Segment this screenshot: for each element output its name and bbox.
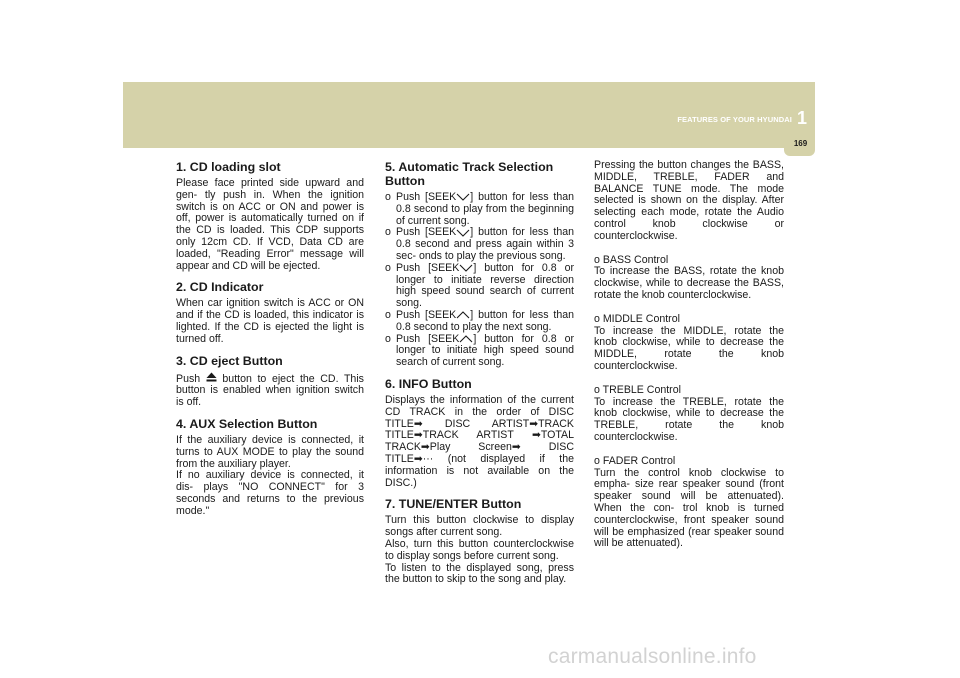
list-item-pre: Push [SEEK (396, 226, 457, 239)
list-item (385, 310, 574, 334)
section-heading-cd-eject: 3. CD eject Button (176, 353, 283, 368)
section-heading-auto-track: 5. Automatic Track Selection Button (385, 160, 554, 188)
fader-control (594, 456, 784, 550)
column-left (176, 160, 364, 518)
chapter-number: 1 (797, 108, 808, 128)
eject-text-post: button to eject the CD. This button is enabled when ignition switch is off. (176, 372, 364, 409)
list-item (385, 334, 574, 369)
section-body-cd-indicator: When car ignition switch is ACC or ON and if the CD is loaded, this indicator is lighted. If the CD is ejected the light is turned off. (176, 297, 364, 345)
chapter-title: FEATURES OF YOUR HYUNDAI (677, 115, 792, 124)
bass-body: To increase the BASS, rotate the knob clockwise, while to decrease the BASS, rotate the knob counterclockwise. (594, 265, 784, 301)
bass-control (594, 255, 784, 302)
seek-down-icon (456, 193, 470, 201)
list-item (385, 192, 574, 227)
info-text-8: ··· (not displayed if the information is not available on the DISC.) (385, 452, 574, 489)
middle-control (594, 314, 784, 373)
list-item (385, 263, 574, 310)
eject-text-pre: Push (176, 372, 201, 385)
treble-body: To increase the TREBLE, rotate the knob clockwise, while to decrease the TREBLE, rotate the knob counterclockwise. (594, 395, 784, 443)
list-bullet: o (385, 191, 391, 203)
section-body-info (385, 395, 574, 489)
list-item-post: ] button for less than 0.8 second and press again within 3 sec- onds to play the previous song. (396, 226, 575, 262)
column-middle (385, 160, 574, 586)
list-item-post: ] button for less than 0.8 second to play the next song. (396, 308, 575, 333)
fader-title: o FADER Control (594, 454, 676, 467)
list-bullet: o (385, 261, 391, 274)
arrow-icon: ➡ (413, 417, 423, 430)
list-item-post: ] button for less than 0.8 second to play from the beginning of current song. (396, 191, 575, 227)
bass-title: o BASS Control (594, 253, 669, 266)
arrow-icon: ➡ (420, 441, 430, 454)
tone-intro: Pressing the button changes the BASS, MIDDLE, TREBLE, FADER and BALANCE TUNE mode. The mode selected is shown on the display. After selecting each mode, rotate the Audio control knob clockwise or counterclockwise. (594, 159, 784, 242)
list-item-pre: Push [SEEK (396, 308, 457, 321)
list-item-post: ] button for 0.8 or longer to initiate high speed sound search of current song. (396, 332, 575, 369)
info-text-5: TOTAL TRACK (385, 429, 574, 454)
arrow-icon: ➡ (413, 429, 423, 442)
list-bullet: o (385, 308, 391, 321)
arrow-icon: ➡ (413, 452, 423, 465)
middle-title: o MIDDLE Control (594, 312, 680, 325)
watermark-text: carmanualsonline.info (548, 645, 757, 668)
list-item-pre: Push [SEEK (396, 191, 457, 203)
info-text-7: DISC TITLE (385, 441, 574, 465)
section-heading-aux-selection: 4. AUX Selection Button (176, 416, 318, 431)
section-heading-cd-indicator: 2. CD Indicator (176, 280, 264, 295)
arrow-icon: ➡ (529, 417, 539, 430)
seek-up-icon (456, 311, 470, 319)
middle-body: To increase the MIDDLE, rotate the knob clockwise, while to decrease the MIDDLE, rotate the knob counterclockwise. (594, 324, 784, 372)
treble-control (594, 385, 784, 444)
list-item-post: ] button for 0.8 or longer to initiate reverse direction high speed sound search of current song. (396, 261, 575, 310)
aux-body-line-1: If the auxiliary device is connected, it turns to AUX MODE to play the sound from the auxiliary player. (176, 433, 364, 470)
section-body-cd-loading-slot: Please face printed side upward and gen- tly push in. When the ignition switch is on ACC or ON and power is off, power is automatically turned on if the CD is loaded. This CDP supports only 12cm CD. If VCD, Data CD are loaded, "Reading Error" message will appear and CD will be ejected. (176, 177, 364, 272)
section-body-aux-selection (176, 435, 364, 518)
arrow-icon: ➡ (511, 441, 521, 454)
fader-body: Turn the control knob clockwise to empha- size rear speaker sound (front speaker sound will be attenuated). When the con- trol knob is turned counterclockwise, front speaker sound will be emphasized (rear speaker sound will be attenuated). (594, 466, 784, 550)
list-bullet: o (385, 332, 391, 345)
seek-up-icon (459, 335, 473, 343)
info-text-6: Play Screen (429, 441, 512, 454)
section-body-tune-enter (385, 515, 574, 586)
seek-instruction-list (385, 192, 574, 369)
section-heading-tune-enter: 7. TUNE/ENTER Button (385, 497, 522, 512)
column-right (594, 160, 784, 550)
seek-down-icon (456, 229, 470, 237)
aux-body-line-2: If no auxiliary device is connected, it dis- plays "NO CONNECT" for 3 seconds and returns to the previous mode." (176, 469, 364, 517)
treble-title: o TREBLE Control (594, 383, 681, 396)
arrow-icon: ➡ (531, 429, 541, 442)
tune-body-line-2: Also, turn this button counterclockwise to display songs before current song. (385, 537, 574, 562)
seek-down-icon (459, 264, 473, 272)
page-number: 169 (793, 139, 808, 148)
list-bullet: o (385, 226, 391, 239)
list-item (385, 227, 574, 262)
info-text-2: DISC ARTIST (444, 417, 530, 430)
tune-body-line-1: Turn this button clockwise to display songs after current song. (385, 514, 574, 539)
section-heading-cd-loading-slot: 1. CD loading slot (176, 160, 281, 174)
tune-body-line-3: To listen to the displayed song, press the button to skip to the song and play. (385, 561, 574, 586)
section-body-cd-eject (176, 372, 364, 409)
section-heading-info: 6. INFO Button (385, 376, 472, 391)
list-item-pre: Push [SEEK (396, 332, 460, 345)
list-item-pre: Push [SEEK (396, 261, 460, 274)
info-text-4: TRACK ARTIST (422, 429, 514, 442)
info-text-1: Displays the information of the current CD TRACK in the order of DISC TITLE (385, 393, 574, 430)
info-text-3: TRACK TITLE (385, 417, 574, 442)
eject-icon (206, 372, 217, 382)
